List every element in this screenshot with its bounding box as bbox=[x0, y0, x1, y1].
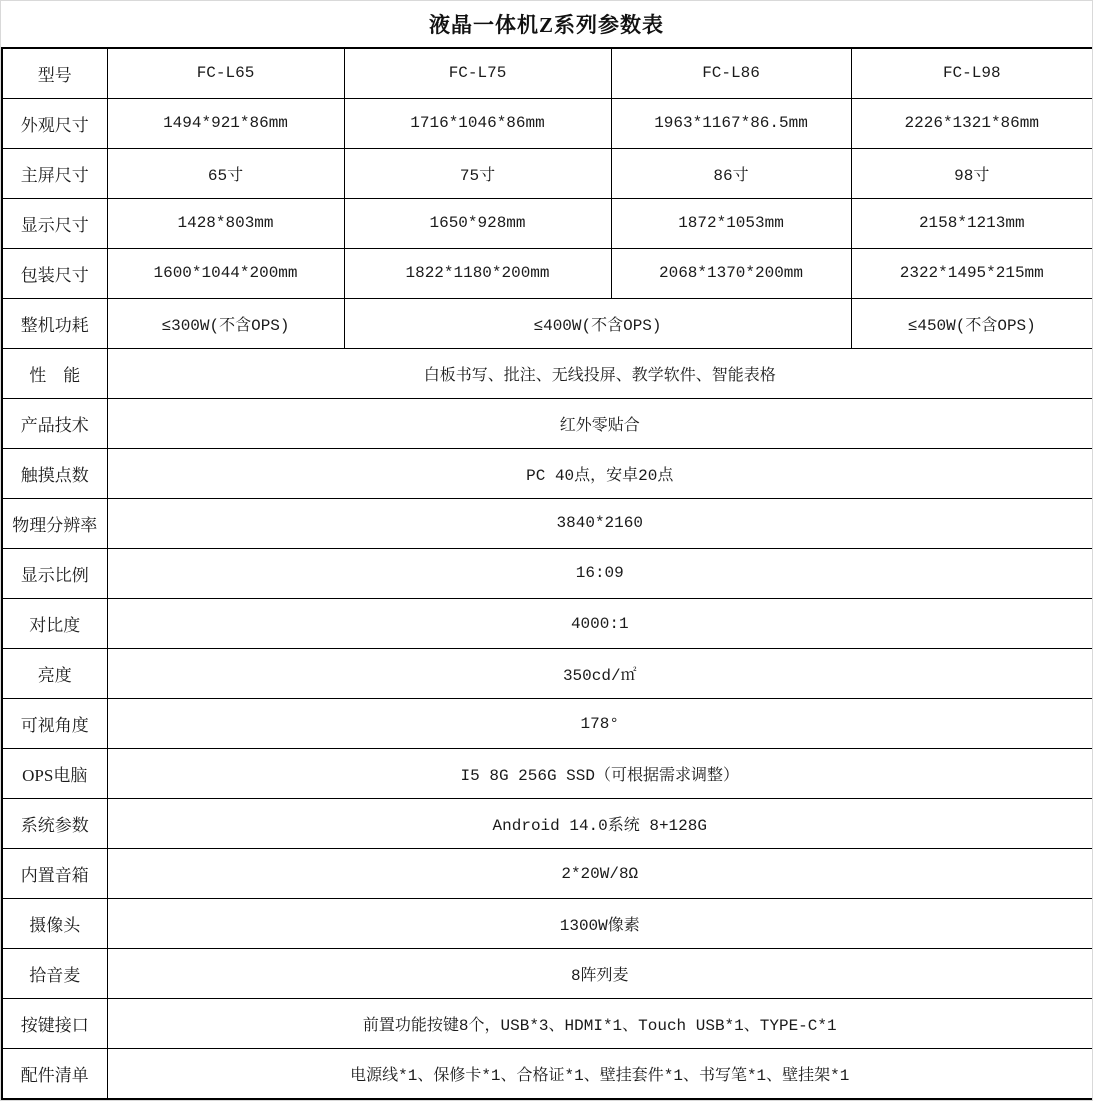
spec-value: 1300W像素 bbox=[107, 899, 1093, 949]
row-label: 外观尺寸 bbox=[2, 98, 107, 148]
spec-value: 1600*1044*200mm bbox=[107, 248, 344, 298]
spec-value: ≤400W(不含OPS) bbox=[344, 298, 851, 348]
row-label: 整机功耗 bbox=[2, 298, 107, 348]
spec-value: FC-L98 bbox=[851, 48, 1093, 98]
spec-value: 1872*1053mm bbox=[611, 198, 851, 248]
table-row bbox=[2, 699, 1093, 749]
row-label: 产品技术 bbox=[2, 398, 107, 448]
row-label: 系统参数 bbox=[2, 799, 107, 849]
spec-value: 前置功能按键8个，USB*3、HDMI*1、Touch USB*1、TYPE-C*1 bbox=[107, 999, 1093, 1049]
table-row bbox=[2, 98, 1093, 148]
spec-value: ≤450W(不含OPS) bbox=[851, 298, 1093, 348]
page-title: 液晶一体机Z系列参数表 bbox=[428, 13, 664, 37]
spec-value: 2158*1213mm bbox=[851, 198, 1093, 248]
spec-value: 2*20W/8Ω bbox=[107, 849, 1093, 899]
spec-value: FC-L75 bbox=[344, 48, 611, 98]
table-row bbox=[2, 799, 1093, 849]
row-label: OPS电脑 bbox=[2, 749, 107, 799]
table-row bbox=[2, 548, 1093, 598]
spec-value: 178° bbox=[107, 699, 1093, 749]
table-row bbox=[2, 949, 1093, 999]
spec-value: 2068*1370*200mm bbox=[611, 248, 851, 298]
row-label: 物理分辨率 bbox=[2, 498, 107, 548]
row-label: 显示比例 bbox=[2, 548, 107, 598]
spec-value: 75寸 bbox=[344, 148, 611, 198]
table-row bbox=[2, 849, 1093, 899]
spec-value: 1428*803mm bbox=[107, 198, 344, 248]
table-row bbox=[2, 899, 1093, 949]
spec-value: FC-L65 bbox=[107, 48, 344, 98]
row-label: 拾音麦 bbox=[2, 949, 107, 999]
row-label: 包装尺寸 bbox=[2, 248, 107, 298]
table-row bbox=[2, 999, 1093, 1049]
table-row bbox=[2, 448, 1093, 498]
spec-value: 1650*928mm bbox=[344, 198, 611, 248]
spec-value: 8阵列麦 bbox=[107, 949, 1093, 999]
spec-value: ≤300W(不含OPS) bbox=[107, 298, 344, 348]
spec-value: 红外零贴合 bbox=[107, 398, 1093, 448]
spec-value: 98寸 bbox=[851, 148, 1093, 198]
row-label: 型号 bbox=[2, 48, 107, 98]
spec-value: 350cd/㎡ bbox=[107, 649, 1093, 699]
table-row bbox=[2, 248, 1093, 298]
row-label: 对比度 bbox=[2, 599, 107, 649]
table-row bbox=[2, 1049, 1093, 1099]
row-label: 按键接口 bbox=[2, 999, 107, 1049]
spec-value: 3840*2160 bbox=[107, 498, 1093, 548]
title-bar bbox=[1, 1, 1092, 47]
spec-value: 2322*1495*215mm bbox=[851, 248, 1093, 298]
row-label: 性 能 bbox=[2, 348, 107, 398]
spec-value: 65寸 bbox=[107, 148, 344, 198]
spec-table bbox=[1, 47, 1093, 1100]
table-row bbox=[2, 398, 1093, 448]
spec-value: Android 14.0系统 8+128G bbox=[107, 799, 1093, 849]
row-label: 亮度 bbox=[2, 649, 107, 699]
spec-value: 电源线*1、保修卡*1、合格证*1、壁挂套件*1、书写笔*1、壁挂架*1 bbox=[107, 1049, 1093, 1099]
row-label: 触摸点数 bbox=[2, 448, 107, 498]
spec-value: 1494*921*86mm bbox=[107, 98, 344, 148]
spec-value: 白板书写、批注、无线投屏、教学软件、智能表格 bbox=[107, 348, 1093, 398]
table-row bbox=[2, 599, 1093, 649]
row-label: 内置音箱 bbox=[2, 849, 107, 899]
table-row bbox=[2, 148, 1093, 198]
spec-value: 1822*1180*200mm bbox=[344, 248, 611, 298]
spec-value: 4000:1 bbox=[107, 599, 1093, 649]
table-row bbox=[2, 198, 1093, 248]
spec-value: 16:09 bbox=[107, 548, 1093, 598]
row-label: 可视角度 bbox=[2, 699, 107, 749]
table-row bbox=[2, 749, 1093, 799]
row-label: 显示尺寸 bbox=[2, 198, 107, 248]
table-row bbox=[2, 348, 1093, 398]
table-row bbox=[2, 649, 1093, 699]
table-row bbox=[2, 498, 1093, 548]
row-label: 配件清单 bbox=[2, 1049, 107, 1099]
spec-value: 2226*1321*86mm bbox=[851, 98, 1093, 148]
row-label: 摄像头 bbox=[2, 899, 107, 949]
spec-value: 1716*1046*86mm bbox=[344, 98, 611, 148]
spec-value: 1963*1167*86.5mm bbox=[611, 98, 851, 148]
table-row bbox=[2, 298, 1093, 348]
row-label: 主屏尺寸 bbox=[2, 148, 107, 198]
spec-value: FC-L86 bbox=[611, 48, 851, 98]
spec-value: 86寸 bbox=[611, 148, 851, 198]
table-row bbox=[2, 48, 1093, 98]
spec-value: PC 40点，安卓20点 bbox=[107, 448, 1093, 498]
spec-value: I5 8G 256G SSD（可根据需求调整） bbox=[107, 749, 1093, 799]
